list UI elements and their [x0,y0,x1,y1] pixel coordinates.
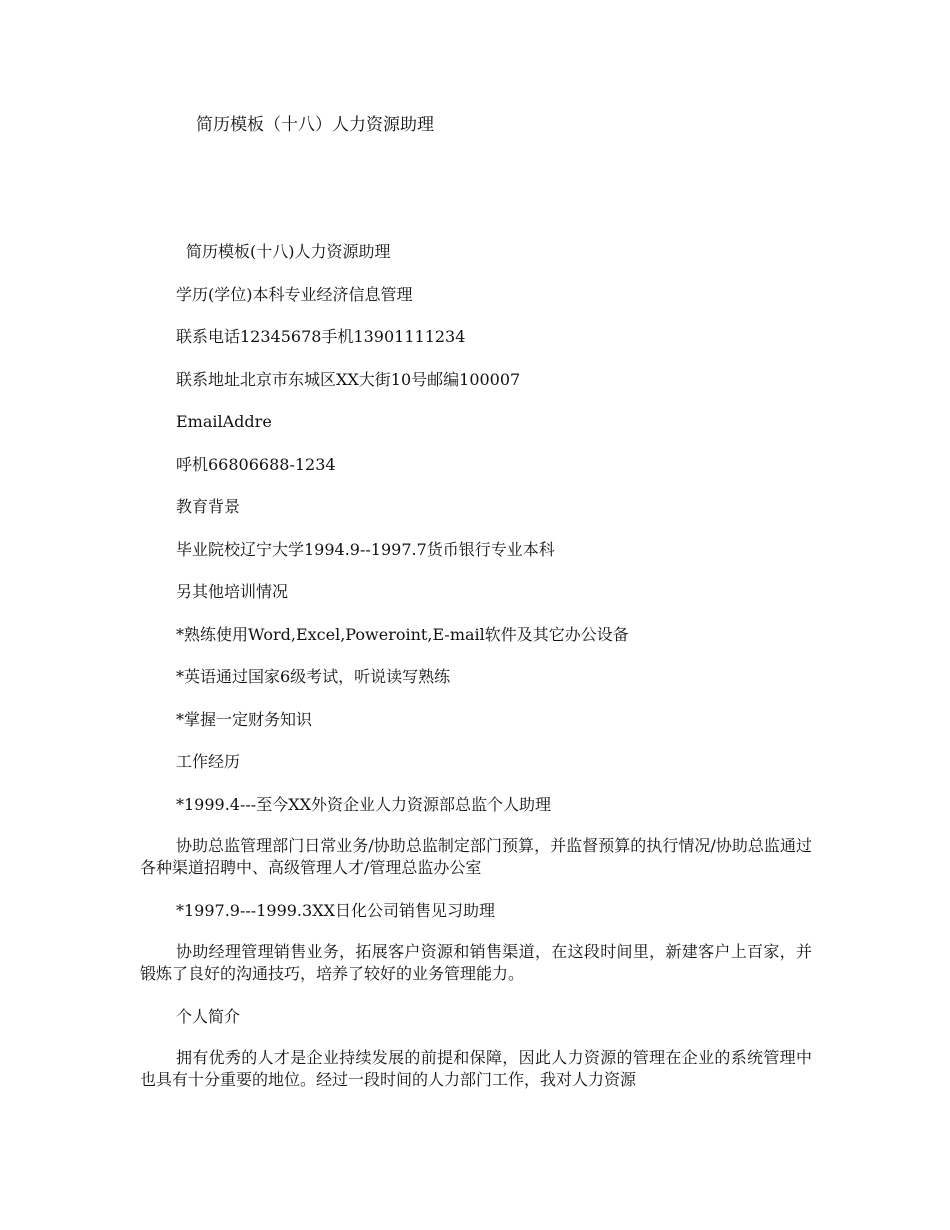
skill-item-finance: *掌握一定财务知识 [176,709,313,729]
section-heading-education: 教育背景 [176,497,241,516]
job-description-previous: 协助经理管理销售业务，拓展客户资源和销售渠道，在这段时间里，新建客户上百家，并锻炼了良好的沟通技巧，培养了较好的业务管理能力。 [140,942,812,983]
pager-line: 呼机66806688-1234 [176,454,336,474]
document-title: 简历模板（十八）人力资源助理 [196,115,434,135]
job-title-current: *1999.4---至今XX外资企业人力资源部总监个人助理 [176,794,551,814]
skill-item-office: *熟练使用Word,Excel,Poweroint,E-mail软件及其它办公设备 [176,624,629,644]
school-line: 毕业院校辽宁大学1994.9--1997.7货币银行专业本科 [176,539,555,559]
section-heading-experience: 工作经历 [176,752,241,771]
profile-paragraph: 拥有优秀的人才是企业持续发展的前提和保障，因此人力资源的管理在企业的系统管理中也具有十分重要的地位。经过一段时间的人力部门工作，我对人力资源 [140,1048,812,1089]
phone-line: 联系电话12345678手机13901111234 [176,327,466,346]
email-line: EmailAddre [176,412,272,431]
section-heading-training: 另其他培训情况 [176,582,289,601]
job-title-previous: *1997.9---1999.3XX日化公司销售见习助理 [176,900,495,920]
education-degree-line: 学历(学位)本科专业经济信息管理 [176,284,413,304]
address-line: 联系地址北京市东城区XX大街10号邮编100007 [176,369,521,389]
document-body [140,240,812,1111]
section-heading-profile: 个人简介 [176,1006,241,1026]
skill-item-english: *英语通过国家6级考试，听说读写熟练 [176,667,451,686]
resume-heading: 简历模板(十八)人力资源助理 [186,242,391,261]
job-description-current: 协助总监管理部门日常业务/协助总监制定部门预算，并监督预算的执行情况/协助总监通过各种渠道招聘中、高级管理人才/管理总监办公室 [140,836,812,877]
